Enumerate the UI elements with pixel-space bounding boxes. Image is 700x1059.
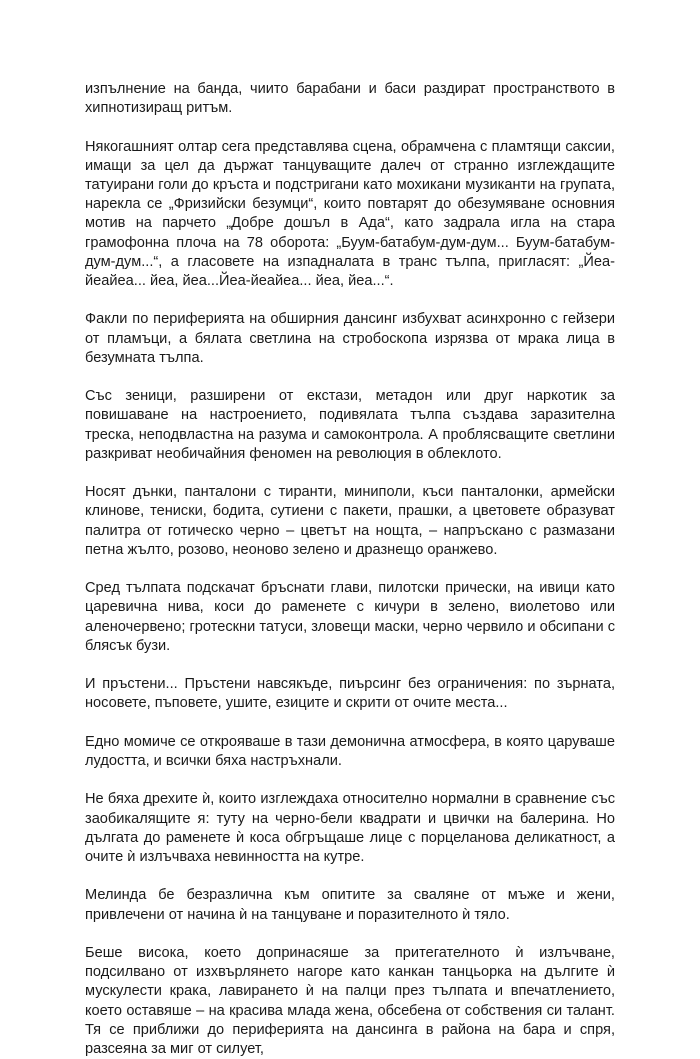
paragraph-10: Мелинда бе безразлична към опитите за сваляне от мъже и жени, привлечени от начина ѝ на танцуване и поразителното ѝ тяло. [85, 887, 615, 923]
paragraph-11: Беше висока, което допринасяше за притегателното ѝ излъчване, подсилвано от изхвърлянето нагоре като канкан танцьорка на дългите ѝ мускулести крака, лавирането ѝ на палци през тълпата и впечатлението, което оставяше – на красива млада жена, обсебена от собствения си талант. Тя се приближи до периферията на дансинга в района на бара и спря, разсеяна за миг от силует, [85, 944, 615, 1057]
paragraph-7: И пръстени... Пръстени навсякъде, пиърсинг без ограничения: по зърната, носовете, пъповете, ушите, езиците и скрити от очите места... [85, 676, 615, 712]
paragraph-1: изпълнение на банда, чиито барабани и баси раздират пространството в хипнотизиращ ритъм. [85, 81, 615, 117]
paragraph-9: Не бяха дрехите ѝ, които изглеждаха относително нормални в сравнение със заобикалящите я: туту на черно-бели квадрати и цвички на балерина. Но дългата до раменете ѝ коса обгръщаше лице с порцеланова деликатност, а очите ѝ излъчваха невинността на кутре. [85, 791, 615, 865]
body-text [85, 80, 615, 1059]
paragraph-4: Със зеници, разширени от екстази, метадон или друг наркотик за повишаване на настроението, подивялата тълпа създава заразителна треска, неподвластна на разума и самоконтрола. А проблясващите светлини разкриват необичайния феномен на революция в облеклото. [85, 388, 615, 462]
paragraph-6: Сред тълпата подскачат бръснати глави, пилотски прически, на ивици като царевична нива, коси до раменете с кичури в зелено, виолетово или аленочервено; гротескни татуси, зловещи маски, черно червило и обсипани с блясък бузи. [85, 580, 615, 654]
paragraph-3: Факли по периферията на обширния дансинг избухват асинхронно с гейзери от пламъци, а бялата светлина на стробоскопа изрязва от мрака лица в безумната тълпа. [85, 311, 615, 366]
paragraph-5: Носят дънки, панталони с тиранти, миниполи, къси панталонки, армейски клинове, тениски, бодита, сутиени с пакети, прашки, а цветовете образуват палитра от готическо черно – цветът на нощта, – напръскано с размазани петна жълто, розово, неоново зелено и дразнещо оранжево. [85, 484, 615, 558]
paragraph-8: Едно момиче се открояваше в тази демонична атмосфера, в която царуваше лудостта, и всички бяха настръхнали. [85, 733, 615, 769]
paragraph-2: Някогашният олтар сега представлява сцена, обрамчена с пламтящи саксии, имащи за цел да държат танцуващите далеч от странно изглеждащите татуирани голи до кръста и подстригани като мохикани музиканти на групата, нарекла се „Фризийски безумци“, които повтарят до обезумяване основния мотив на парчето „Добре дошъл в Ада“, като задрала игла на стара грамофонна плоча на 78 оборота: „Буум-батабум-дум-дум... Буум-батабум-дум-дум...“, а гласовете на изпадналата в транс тълпа, пригласят: „Йеа-йеайеа... йеа, йеа...Йеа-йеайеа... йеа, йеа...“. [85, 138, 615, 290]
